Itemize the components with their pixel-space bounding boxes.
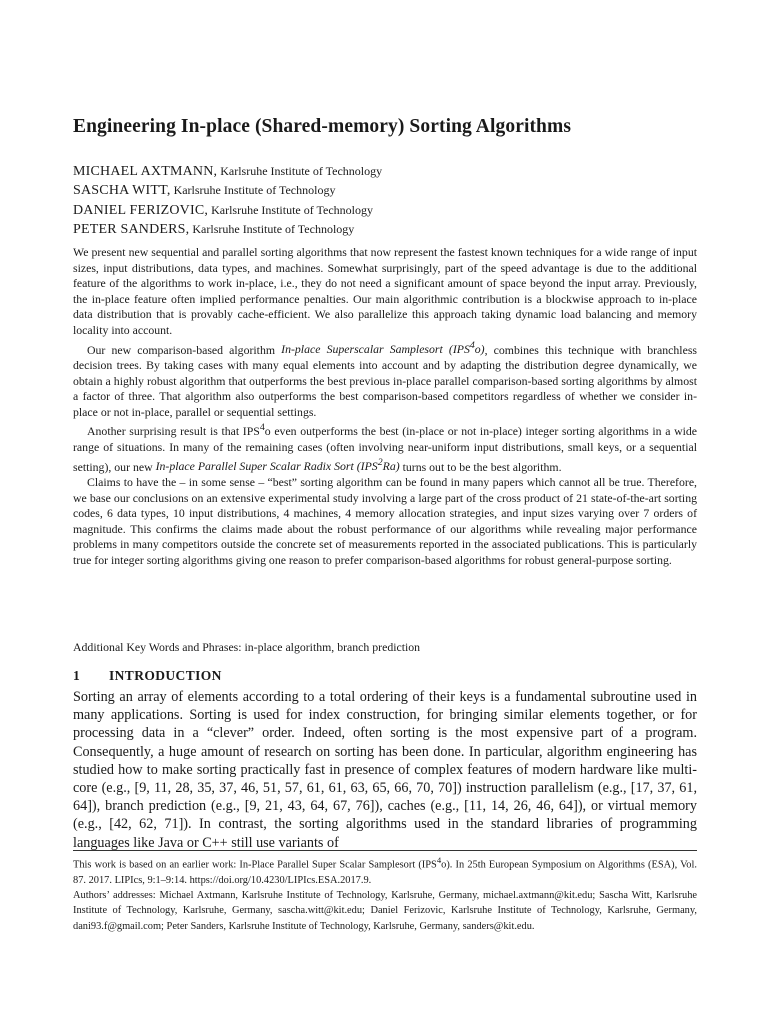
abstract-text: , combines this technique with branchless decision trees. By taking cases with many equal elements into account and by adapting the distribution degree dynamically, we obtain a highly robust algorithm that outperforms the best previous in-place parallel comparison-based sorting algorithms by almost a factor of three. That algorithm also outperforms the best comparison-based competitors regardless of whether we consider in-place or not in-place, parallel or sequential settings. xyxy=(73,342,697,419)
introduction-body xyxy=(73,688,697,852)
author-name: DANIEL FERIZOVIC, xyxy=(73,202,209,218)
author-entry xyxy=(73,201,382,220)
author-affiliation: Karlsruhe Institute of Technology xyxy=(208,202,373,217)
author-affiliation: Karlsruhe Institute of Technology xyxy=(189,221,355,236)
body-paragraph: Sorting an array of elements according to a total ordering of their keys is a fundamental subroutine used in many applications. Sorting is used for index construction, for bringing similar elements together, or for processing data in a “clever” order. Indeed, often sorting is the most expensive part of a program. Consequently, a huge amount of research on sorting has been done. In particular, algorithm engineering has studied how to make sorting practically fast in presence of complex features of modern hardware like multi-core (e.g., [9, 11, 28, 35, 37, 46, 51, 57, 61, 61, 63, 65, 66, 70, 70]) instruction parallelism (e.g., [17, 37, 61, 64]), branch prediction (e.g., [9, 21, 43, 64, 67, 76]), caches (e.g., [11, 14, 26, 46, 64]), or virtual memory (e.g., [42, 62, 71]). In contrast, the sorting algorithms used in the standard libraries of programming languages like Java or C++ still use variants of xyxy=(73,689,697,851)
abstract-paragraph: We present new sequential and parallel sorting algorithms that now represent the fastest known techniques for a wide range of input sizes, input distributions, data types, and machines. Somewhat surprisingly, part of the speed advantage is due to the additional feature of the algorithms to work in-place, i.e., they do not need a significant amount of space beyond the input array. Previously, the in-place feature often implied performance penalties. Our main algorithmic contribution is a blockwise approach to in-place data distribution that is provably cache-efficient. We also parallelize this approach taking dynamic load balancing and memory locality into account. xyxy=(73,245,697,337)
author-affiliation: Karlsruhe Institute of Technology xyxy=(170,183,336,198)
section-title: INTRODUCTION xyxy=(109,668,222,683)
footnotes xyxy=(73,853,697,934)
abstract xyxy=(73,245,697,569)
author-list xyxy=(73,162,382,239)
author-affiliation: Karlsruhe Institute of Technology xyxy=(217,164,383,178)
algorithm-name-text: In-place Superscalar Samplesort (IPS xyxy=(281,342,470,357)
footnote-divider xyxy=(73,850,697,851)
footnote-text: o). In 25th European Symposium on Algorithms (ESA), Vol. 87. 2017. LIPIcs, 9:1–9:14. https://doi.org/10.4230/LIPIcs.ESA.2017.9. xyxy=(73,859,697,886)
abstract-text: turns out to be the best algorithm. xyxy=(399,459,562,474)
superscript: 2 xyxy=(377,457,383,469)
author-entry xyxy=(73,181,382,200)
footnote-paragraph xyxy=(73,853,697,888)
superscript: 4 xyxy=(259,422,265,434)
author-entry xyxy=(73,162,382,181)
algorithm-name xyxy=(156,459,400,473)
abstract-text: Another surprising result is that IPS xyxy=(87,424,260,439)
footnote-paragraph: Authors’ addresses: Michael Axtmann, Karlsruhe Institute of Technology, Karlsruhe, Germany, michael.axtmann@kit.edu; Sascha Witt, Karlsruhe Institute of Technology, Karlsruhe, Germany, sascha.witt@kit.edu; Daniel Ferizovic, Karlsruhe Institute of Technology, Karlsruhe, Germany, dani93.f@gmail.com; Peter Sanders, Karlsruhe Institute of Technology, Karlsruhe, Germany, sanders@kit.edu. xyxy=(73,890,697,932)
algorithm-name-text: In-place Parallel Super Scalar Radix Sort (IPS xyxy=(155,459,378,474)
section-heading xyxy=(73,668,222,684)
algorithm-name xyxy=(281,342,484,356)
algorithm-name-text: Ra) xyxy=(382,459,400,474)
author-name: PETER SANDERS, xyxy=(73,221,190,237)
abstract-paragraph xyxy=(73,339,697,421)
algorithm-name-text: o) xyxy=(474,342,485,357)
author-name: SASCHA WITT, xyxy=(73,183,171,199)
superscript: 4 xyxy=(469,340,475,352)
abstract-paragraph: Claims to have the – in some sense – “best” sorting algorithm can be found in many papers which cannot all be true. Therefore, we base our conclusions on an extensive experimental study involving a large part of the cross product of 21 state-of-the-art sorting codes, 6 data types, 10 input distributions, 4 machines, 4 memory allocation strategies, and input sizes varying over 7 orders of magnitude. This confirms the claims made about the robust performance of our algorithms while revealing major performance problems in many competitors outside the concrete set of measurements reported in the associated publications. This is particularly true for integer sorting algorithms giving one reason to prefer comparison-based algorithms for robust general-purpose sorting. xyxy=(73,475,697,568)
footnote-text: This work is based on an earlier work: In-Place Parallel Super Scalar Samplesort (IPS xyxy=(73,859,437,871)
author-name: MICHAEL AXTMANN, xyxy=(73,164,218,179)
section-number: 1 xyxy=(73,668,81,683)
abstract-text: Our new comparison-based algorithm xyxy=(87,342,282,357)
paper-title: Engineering In-place (Shared-memory) Sorting Algorithms xyxy=(73,116,572,137)
keywords: Additional Key Words and Phrases: in-place algorithm, branch prediction xyxy=(73,640,421,654)
abstract-paragraph xyxy=(73,420,697,475)
abstract-text: o even outperforms the best (in-place or not in-place) integer sorting algorithms in a wide range of situations. In many of the remaining cases (often involving near-uniform input distributions, small keys, or a sequential setting), our new xyxy=(73,424,697,474)
author-entry xyxy=(73,220,382,239)
superscript: 4 xyxy=(436,855,442,865)
